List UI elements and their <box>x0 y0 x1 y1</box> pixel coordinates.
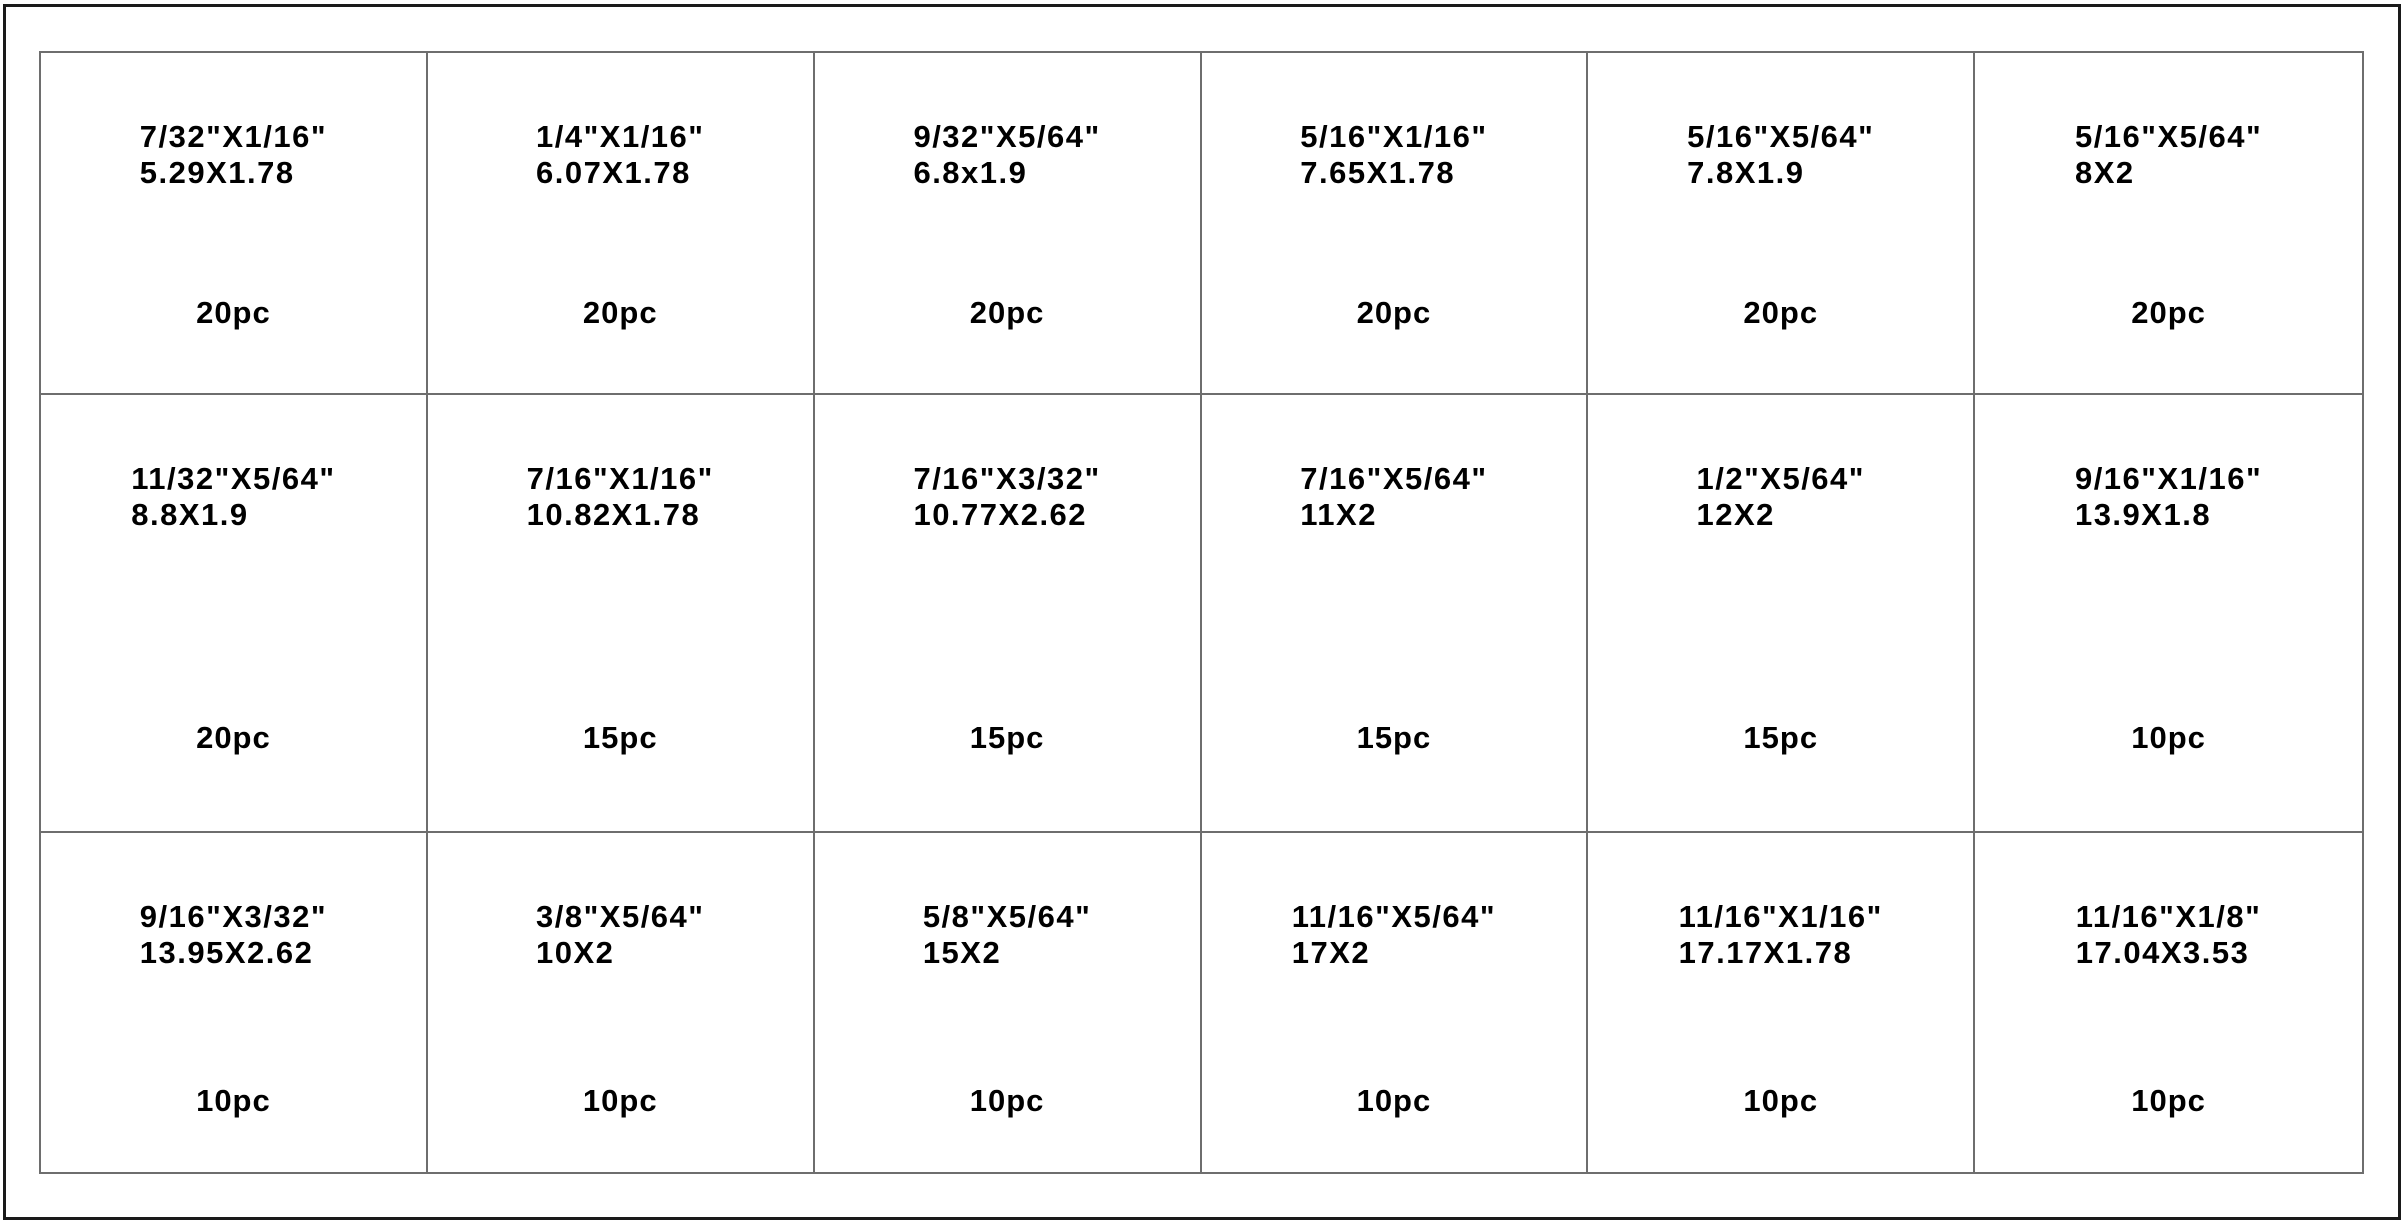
quantity-label: 10pc <box>2131 1083 2206 1118</box>
inch-size-label: 5/16"X5/64" <box>2074 119 2263 154</box>
grid-cell <box>41 833 428 1172</box>
grid-cell <box>428 395 815 833</box>
quantity-label: 20pc <box>2131 295 2206 330</box>
metric-size-label: 10.77X2.62 <box>913 497 1088 532</box>
grid-cell <box>1202 53 1589 395</box>
metric-size-label: 17X2 <box>1291 935 1371 970</box>
grid-cell <box>815 833 1202 1172</box>
inch-size-label: 1/2"X5/64" <box>1696 461 1865 496</box>
metric-size-label: 12X2 <box>1696 497 1775 532</box>
quantity-label: 10pc <box>196 1083 271 1118</box>
inch-size-label: 9/32"X5/64" <box>913 119 1101 154</box>
inch-size-label: 1/4"X1/16" <box>535 119 705 154</box>
quantity-label: 20pc <box>582 295 658 330</box>
quantity-label: 10pc <box>582 1083 658 1118</box>
quantity-label: 20pc <box>196 295 271 330</box>
quantity-label: 10pc <box>1743 1083 1819 1118</box>
metric-size-label: 17.17X1.78 <box>1678 935 1853 970</box>
quantity-label: 15pc <box>582 720 658 755</box>
inch-size-label: 5/16"X1/16" <box>1300 119 1488 154</box>
grid-cell <box>1975 53 2362 395</box>
metric-size-label: 13.95X2.62 <box>139 935 314 970</box>
grid-cell <box>1588 833 1975 1172</box>
quantity-label: 15pc <box>969 720 1045 755</box>
quantity-label: 20pc <box>1356 295 1432 330</box>
inch-size-label: 7/16"X3/32" <box>913 461 1101 496</box>
metric-size-label: 6.8x1.9 <box>913 155 1028 190</box>
metric-size-label: 10X2 <box>535 935 615 970</box>
grid-cell <box>1975 395 2362 833</box>
grid-cell <box>41 395 428 833</box>
quantity-label: 15pc <box>1356 720 1432 755</box>
metric-size-label: 8.8X1.9 <box>131 497 249 532</box>
grid-cell <box>815 53 1202 395</box>
grid-cell <box>428 833 815 1172</box>
grid-cell <box>428 53 815 395</box>
quantity-label: 10pc <box>969 1083 1045 1118</box>
grid-cell <box>1588 53 1975 395</box>
quantity-label: 10pc <box>1356 1083 1432 1118</box>
inch-size-label: 11/16"X5/64" <box>1291 899 1497 934</box>
metric-size-label: 7.65X1.78 <box>1300 155 1456 190</box>
inch-size-label: 5/16"X5/64" <box>1687 119 1875 154</box>
metric-size-label: 13.9X1.8 <box>2074 497 2212 532</box>
inch-size-label: 9/16"X1/16" <box>2074 461 2263 496</box>
inch-size-label: 7/32"X1/16" <box>139 119 328 154</box>
metric-size-label: 11X2 <box>1300 497 1377 532</box>
quantity-label: 20pc <box>969 295 1045 330</box>
inch-size-label: 7/16"X1/16" <box>526 461 714 496</box>
grid-cell <box>1202 395 1589 833</box>
inch-size-label: 11/16"X1/16" <box>1678 899 1883 934</box>
metric-size-label: 17.04X3.53 <box>2075 935 2250 970</box>
grid-cell <box>1975 833 2362 1172</box>
quantity-label: 15pc <box>1743 720 1819 755</box>
quantity-label: 20pc <box>1743 295 1819 330</box>
grid-cell <box>1588 395 1975 833</box>
inch-size-label: 11/16"X1/8" <box>2075 899 2262 934</box>
metric-size-label: 5.29X1.78 <box>139 155 295 190</box>
quantity-label: 10pc <box>2131 720 2206 755</box>
inch-size-label: 9/16"X3/32" <box>139 899 328 934</box>
inch-size-label: 7/16"X5/64" <box>1300 461 1488 496</box>
metric-size-label: 10.82X1.78 <box>526 497 701 532</box>
metric-size-label: 15X2 <box>922 935 1002 970</box>
inch-size-label: 3/8"X5/64" <box>535 899 705 934</box>
inch-size-label: 5/8"X5/64" <box>922 899 1092 934</box>
metric-size-label: 8X2 <box>2074 155 2135 190</box>
grid-cell <box>815 395 1202 833</box>
grid-cell <box>41 53 428 395</box>
inch-size-label: 11/32"X5/64" <box>131 461 336 496</box>
grid-cell <box>1202 833 1589 1172</box>
metric-size-label: 6.07X1.78 <box>535 155 691 190</box>
metric-size-label: 7.8X1.9 <box>1687 155 1805 190</box>
quantity-label: 20pc <box>196 720 271 755</box>
o-ring-size-grid <box>39 51 2364 1174</box>
